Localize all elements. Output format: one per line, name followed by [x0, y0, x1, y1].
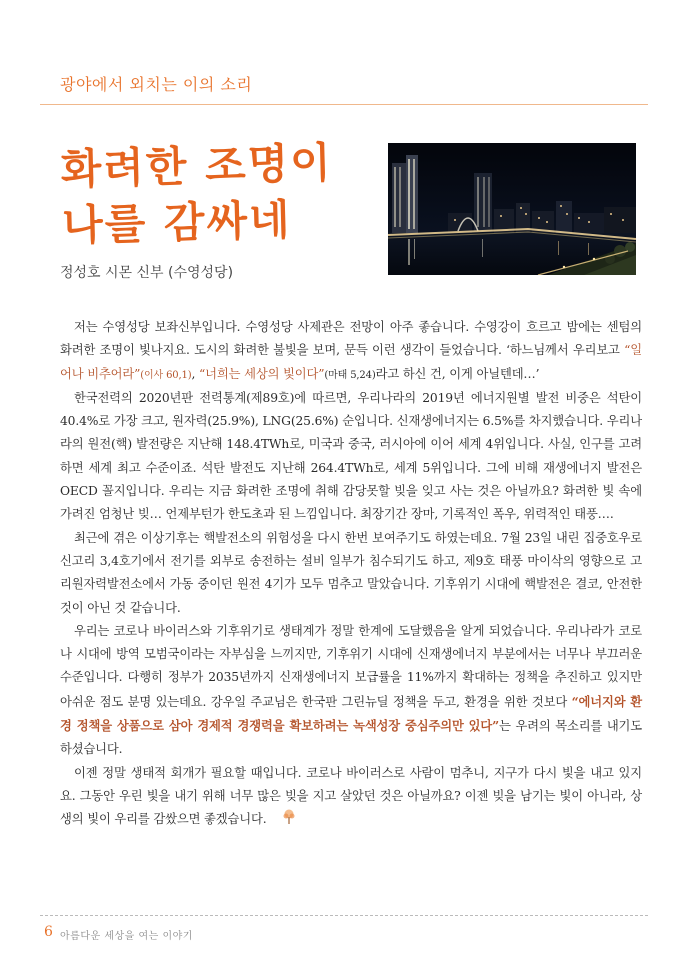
paragraph-4: 우리는 코로나 바이러스와 기후위기로 생태계가 정말 한계에 도달했음을 알게 되었습니다. 우리나라가 코로나 시대에 방역 모범국이라는 자부심을 느끼지만, 기후위기 시대에 신재생에너지 부분에서는 너무나 부끄러운 수준입니다. 다행히 정부가 2035년까지 신재생에너지 보급률을 11%까지 확대하는 정책을 추진하고 있지만 아쉬운 점도 분명 있는데요. 강우일 주교님은 한국판 그린뉴딜 정책을 두고, 환경을 위한 것보다 “에너지와 환경 정책을 상품으로 삼아 경제적 경쟁력을 확보하려는 녹색성장 중심주의만 있다”는 우려의 목소리를 내기도 하셨습니다. [60, 623, 643, 757]
bible-ref-2: (마태 5,24) [324, 369, 376, 381]
tree-end-mark-icon [268, 809, 296, 833]
night-city-photo [388, 143, 636, 275]
paragraph-1: 저는 수영성당 보좌신부입니다. 수영성당 사제관은 전망이 아주 좋습니다. 수영강이 흐르고 밤에는 센텀의 화려한 조명이 빛나지요. 도시의 화려한 불빛을 보며, 문득 이런 생각이 들었습니다. ‘하느님께서 우리보고 “일어나 비추어라”(이사 60,1), “너희는 세상의 빛이다”(마태 5,24)라고 하신 건, 이게 아닐텐데…’ [60, 320, 642, 381]
top-divider [40, 104, 648, 105]
author-byline: 정성호 시몬 신부 (수영성당) [60, 265, 234, 281]
bishop-quote: “에너지와 환경 정책을 상품으로 삼아 경제적 경쟁력을 확보하려는 녹색성장 중심주의만 있다” [60, 693, 643, 734]
paragraph-2: 한국전력의 2020년판 전력통계(제89호)에 따르면, 우리나라의 2019년 에너지원별 발전 비중은 석탄이 40.4%로 가장 크고, 원자력(25.9%), LNG(25.6%) 순입니다. 신재생에너지는 6.5%를 차지했습니다. 우리나라의 원전(핵) 발전량은 지난해 148.4TWh로, 미국과 중국, 러시아에 이어 세계 4위입니다. 사실, 인구를 고려하면 세계 최고 수준이죠. 석탄 발전도 지난해 264.4TWh로, 세계 5위입니다. 그에 비해 재생에너지 발전은 OECD 꼴지입니다. 우리는 지금 화려한 조명에 취해 감당못할 빚을 잊고 사는 것은 아닐까요? 화려한 빛 속에 가려진 엄청난 빚… 언제부턴가 한도초과 된 느낌입니다. 최장기간 장마, 기록적인 폭우, 위력적인 태풍…. [60, 390, 642, 522]
article-headline [60, 133, 393, 254]
headline-line-1: 화려한 조명이 [60, 137, 334, 194]
headline-line-2: 나를 감싸네 [61, 194, 293, 250]
paragraph-3: 최근에 겪은 이상기후는 핵발전소의 위험성을 다시 한번 보여주기도 하였는데요. 7월 23일 내린 집중호우로 신고리 3,4호기에서 전기를 외부로 송전하는 설비 일부가 침수되기도 하고, 제9호 태풍 마이삭의 영향으로 고리원자력발전소에서 가동 중이던 원전 4기가 모두 멈추고 말았습니다. 기후위기 시대에 핵발전은 결코, 안전한 것이 아닌 것 같습니다. [60, 530, 642, 615]
page-number: 6 [44, 924, 53, 940]
article-body [60, 316, 642, 834]
paragraph-5: 이젠 정말 생태적 회개가 필요할 때입니다. 코로나 바이러스로 사람이 멈추니, 지구가 다시 빛을 내고 있지요. 그동안 우린 빛을 내기 위해 너무 많은 빚을 지고 살았던 것은 아닐까요? 이젠 빚을 남기는 빛이 아니라, 상생의 빛이 우리를 감쌌으면 좋겠습니다. [60, 762, 642, 834]
bible-ref-1: (이사 60,1) [140, 369, 192, 381]
bible-quote-1: “일어나 비추어라” [60, 343, 642, 381]
section-title: 광야에서 외치는 이의 소리 [60, 75, 253, 94]
bottom-divider [40, 915, 648, 916]
bible-quote-2: “너희는 세상의 빛이다” [199, 366, 325, 381]
footer-title: 아름다운 세상을 여는 이야기 [60, 931, 193, 942]
